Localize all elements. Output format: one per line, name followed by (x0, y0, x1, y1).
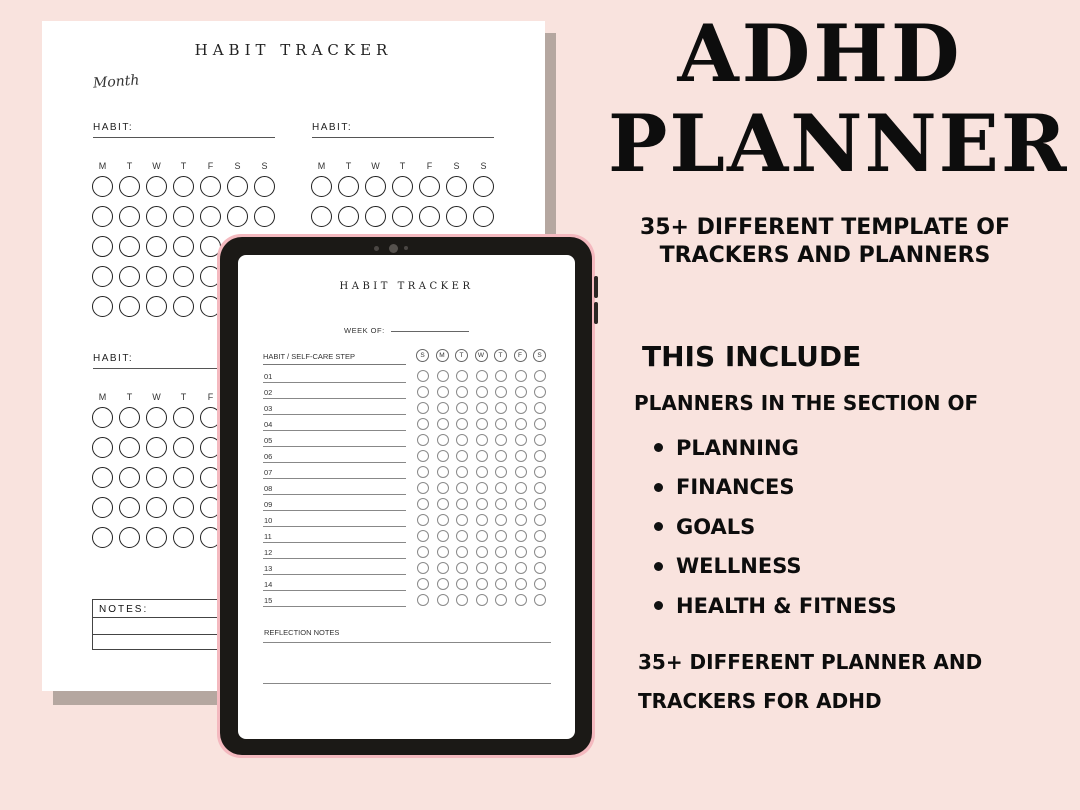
habit-checkbox (437, 546, 449, 558)
habit-checkbox (515, 370, 527, 382)
habit-checkbox (534, 514, 546, 526)
paper-habit-label: HABIT: (93, 122, 134, 133)
habit-checkbox (456, 466, 468, 478)
paper-day-headers: M T W T F S S (317, 161, 487, 171)
tablet-volume-button (594, 276, 598, 298)
habit-checkbox (437, 466, 449, 478)
habit-checkbox (417, 530, 429, 542)
habit-checkbox (495, 402, 507, 414)
bullet-icon (654, 522, 663, 531)
habit-checkbox (456, 546, 468, 558)
habit-checkbox (495, 498, 507, 510)
habit-checkbox (476, 578, 488, 590)
tablet-camera-icon (389, 244, 398, 253)
habit-checkbox (495, 546, 507, 558)
habit-row: 15 (263, 591, 406, 607)
habit-row: 11 (263, 527, 406, 543)
habit-checkbox (515, 386, 527, 398)
habit-checkbox (476, 418, 488, 430)
habit-checkbox (534, 386, 546, 398)
habit-checkbox (456, 530, 468, 542)
habit-checkbox (417, 594, 429, 606)
day-header: T (494, 349, 507, 362)
habit-checkbox (437, 402, 449, 414)
habit-checkbox (495, 530, 507, 542)
habit-checkbox (437, 562, 449, 574)
habit-checkbox (476, 370, 488, 382)
headline-planner: PLANNER (608, 97, 1069, 190)
paper-habit-label: HABIT: (312, 122, 353, 133)
habit-checkbox (476, 594, 488, 606)
habit-checkbox (417, 578, 429, 590)
habit-checkbox (456, 402, 468, 414)
habit-checkbox (417, 434, 429, 446)
habit-checkbox (417, 418, 429, 430)
habit-checkbox (476, 482, 488, 494)
habit-checkbox (534, 370, 546, 382)
habit-checkbox (515, 498, 527, 510)
bullet-icon (654, 562, 663, 571)
habit-checkbox (437, 386, 449, 398)
habit-checkbox (495, 434, 507, 446)
paper-habit-grid (308, 176, 497, 236)
week-of-field (391, 331, 469, 332)
tablet-page-title: HABIT TRACKER (339, 281, 474, 292)
habit-checkbox (495, 450, 507, 462)
habit-checkbox (417, 450, 429, 462)
header-line (263, 364, 406, 365)
habit-checkbox (515, 530, 527, 542)
paper-notes-box (92, 599, 232, 650)
tablet-screen (238, 255, 575, 739)
section-list-item: GOALS (654, 507, 897, 547)
habit-checkbox (456, 498, 468, 510)
paper-month-label: Month (92, 72, 140, 92)
habit-checkbox (515, 546, 527, 558)
habit-checkbox (495, 562, 507, 574)
habit-checkbox (515, 594, 527, 606)
habit-checkbox (515, 562, 527, 574)
section-list (654, 428, 897, 626)
habit-checkbox (515, 402, 527, 414)
habit-checkbox (495, 466, 507, 478)
habit-row: 05 (263, 431, 406, 447)
habit-checkbox (456, 482, 468, 494)
paper-notes-label: NOTES: (99, 604, 149, 615)
habit-checkbox (437, 594, 449, 606)
habit-checkbox (534, 578, 546, 590)
habit-row: 02 (263, 383, 406, 399)
section-list-item: WELLNESS (654, 547, 897, 587)
habit-checkbox-grid (417, 370, 554, 610)
habit-checkbox (437, 370, 449, 382)
tablet-sensor (404, 246, 408, 250)
habit-row: 14 (263, 575, 406, 591)
habit-checkbox (495, 578, 507, 590)
habit-checkbox (495, 418, 507, 430)
habit-checkbox (437, 434, 449, 446)
habit-checkbox (534, 418, 546, 430)
bullet-icon (654, 483, 663, 492)
day-header: F (514, 349, 527, 362)
habit-row: 10 (263, 511, 406, 527)
reflection-line (263, 642, 551, 643)
habit-row: 09 (263, 495, 406, 511)
habit-checkbox (417, 498, 429, 510)
habit-checkbox (476, 562, 488, 574)
habit-checkbox (534, 434, 546, 446)
habit-checkbox (417, 402, 429, 414)
habit-checkbox (476, 530, 488, 542)
habit-checkbox (417, 386, 429, 398)
headline-adhd: ADHD (677, 7, 963, 100)
habit-checkbox (417, 482, 429, 494)
habit-checkbox (515, 514, 527, 526)
habit-checkbox (456, 386, 468, 398)
section-list-item: HEALTH & FITNESS (654, 586, 897, 626)
weekday-headers (416, 349, 553, 362)
reflection-line (263, 683, 551, 684)
habit-checkbox (515, 578, 527, 590)
habit-checkbox (456, 594, 468, 606)
habit-row: 06 (263, 447, 406, 463)
habit-checkbox (437, 498, 449, 510)
habit-checkbox (417, 466, 429, 478)
habit-checkbox (437, 578, 449, 590)
habit-checkbox (476, 386, 488, 398)
habit-checkbox (515, 434, 527, 446)
paper-habit-line (93, 137, 275, 138)
habit-checkbox (456, 514, 468, 526)
habit-checkbox (534, 402, 546, 414)
habit-checkbox (534, 594, 546, 606)
footer-line-2: TRACKERS FOR ADHD (638, 689, 882, 713)
habit-checkbox (495, 370, 507, 382)
habit-checkbox (476, 514, 488, 526)
habit-checkbox (437, 482, 449, 494)
tablet-sensor (374, 246, 379, 251)
habit-checkbox (495, 482, 507, 494)
habit-checkbox (495, 386, 507, 398)
habit-checkbox (456, 418, 468, 430)
section-list-item: PLANNING (654, 428, 897, 468)
habit-checkbox (417, 370, 429, 382)
subtitle: 35+ DIFFERENT TEMPLATE OF TRACKERS AND PLANNERS (639, 215, 1011, 268)
habit-checkbox (476, 466, 488, 478)
habit-checkbox (476, 450, 488, 462)
habit-checkbox (534, 546, 546, 558)
habit-checkbox (515, 482, 527, 494)
habit-row: 01 (263, 367, 406, 383)
habit-checkbox (437, 450, 449, 462)
day-header: M (436, 349, 449, 362)
paper-title: HABIT TRACKER (194, 41, 393, 59)
habit-checkbox (534, 466, 546, 478)
bullet-icon (654, 601, 663, 610)
habit-checkbox (456, 450, 468, 462)
habit-checkbox (476, 498, 488, 510)
habit-checkbox (437, 514, 449, 526)
habit-checkbox (417, 546, 429, 558)
habit-checkbox (417, 562, 429, 574)
habit-checkbox (476, 402, 488, 414)
day-header: T (455, 349, 468, 362)
footer-line-1: 35+ DIFFERENT PLANNER AND (638, 650, 983, 674)
habit-checkbox (437, 530, 449, 542)
section-list-item: FINANCES (654, 468, 897, 508)
reflection-notes-label: REFLECTION NOTES (264, 628, 340, 637)
day-header: S (533, 349, 546, 362)
tablet-volume-button (594, 302, 598, 324)
habit-checkbox (476, 434, 488, 446)
paper-habit-line (312, 137, 494, 138)
include-heading: THIS INCLUDE (642, 340, 862, 373)
bullet-icon (654, 443, 663, 452)
habit-row: 08 (263, 479, 406, 495)
habit-row: 07 (263, 463, 406, 479)
paper-day-headers: M T W T F S S (98, 161, 268, 171)
habit-row: 04 (263, 415, 406, 431)
habit-checkbox (534, 530, 546, 542)
day-header: S (416, 349, 429, 362)
habit-checkbox (417, 514, 429, 526)
habit-checkbox (456, 434, 468, 446)
habit-column-header: HABIT / SELF-CARE STEP (263, 352, 355, 361)
habit-row: 13 (263, 559, 406, 575)
section-intro: PLANNERS IN THE SECTION OF (634, 391, 979, 415)
habit-checkbox (495, 594, 507, 606)
habit-row: 12 (263, 543, 406, 559)
habit-checkbox (534, 498, 546, 510)
habit-checkbox (456, 370, 468, 382)
paper-day-headers: M T W T F (98, 392, 214, 402)
day-header: W (475, 349, 488, 362)
habit-checkbox (476, 546, 488, 558)
habit-checkbox (456, 562, 468, 574)
habit-checkbox (515, 450, 527, 462)
paper-habit-label: HABIT: (93, 353, 134, 364)
habit-checkbox (456, 578, 468, 590)
habit-checkbox (534, 482, 546, 494)
habit-checkbox (515, 418, 527, 430)
habit-row: 03 (263, 399, 406, 415)
week-of-label: WEEK OF: (344, 326, 385, 335)
habit-checkbox (437, 418, 449, 430)
habit-checkbox (495, 514, 507, 526)
habit-checkbox (515, 466, 527, 478)
habit-checkbox (534, 562, 546, 574)
habit-checkbox (534, 450, 546, 462)
